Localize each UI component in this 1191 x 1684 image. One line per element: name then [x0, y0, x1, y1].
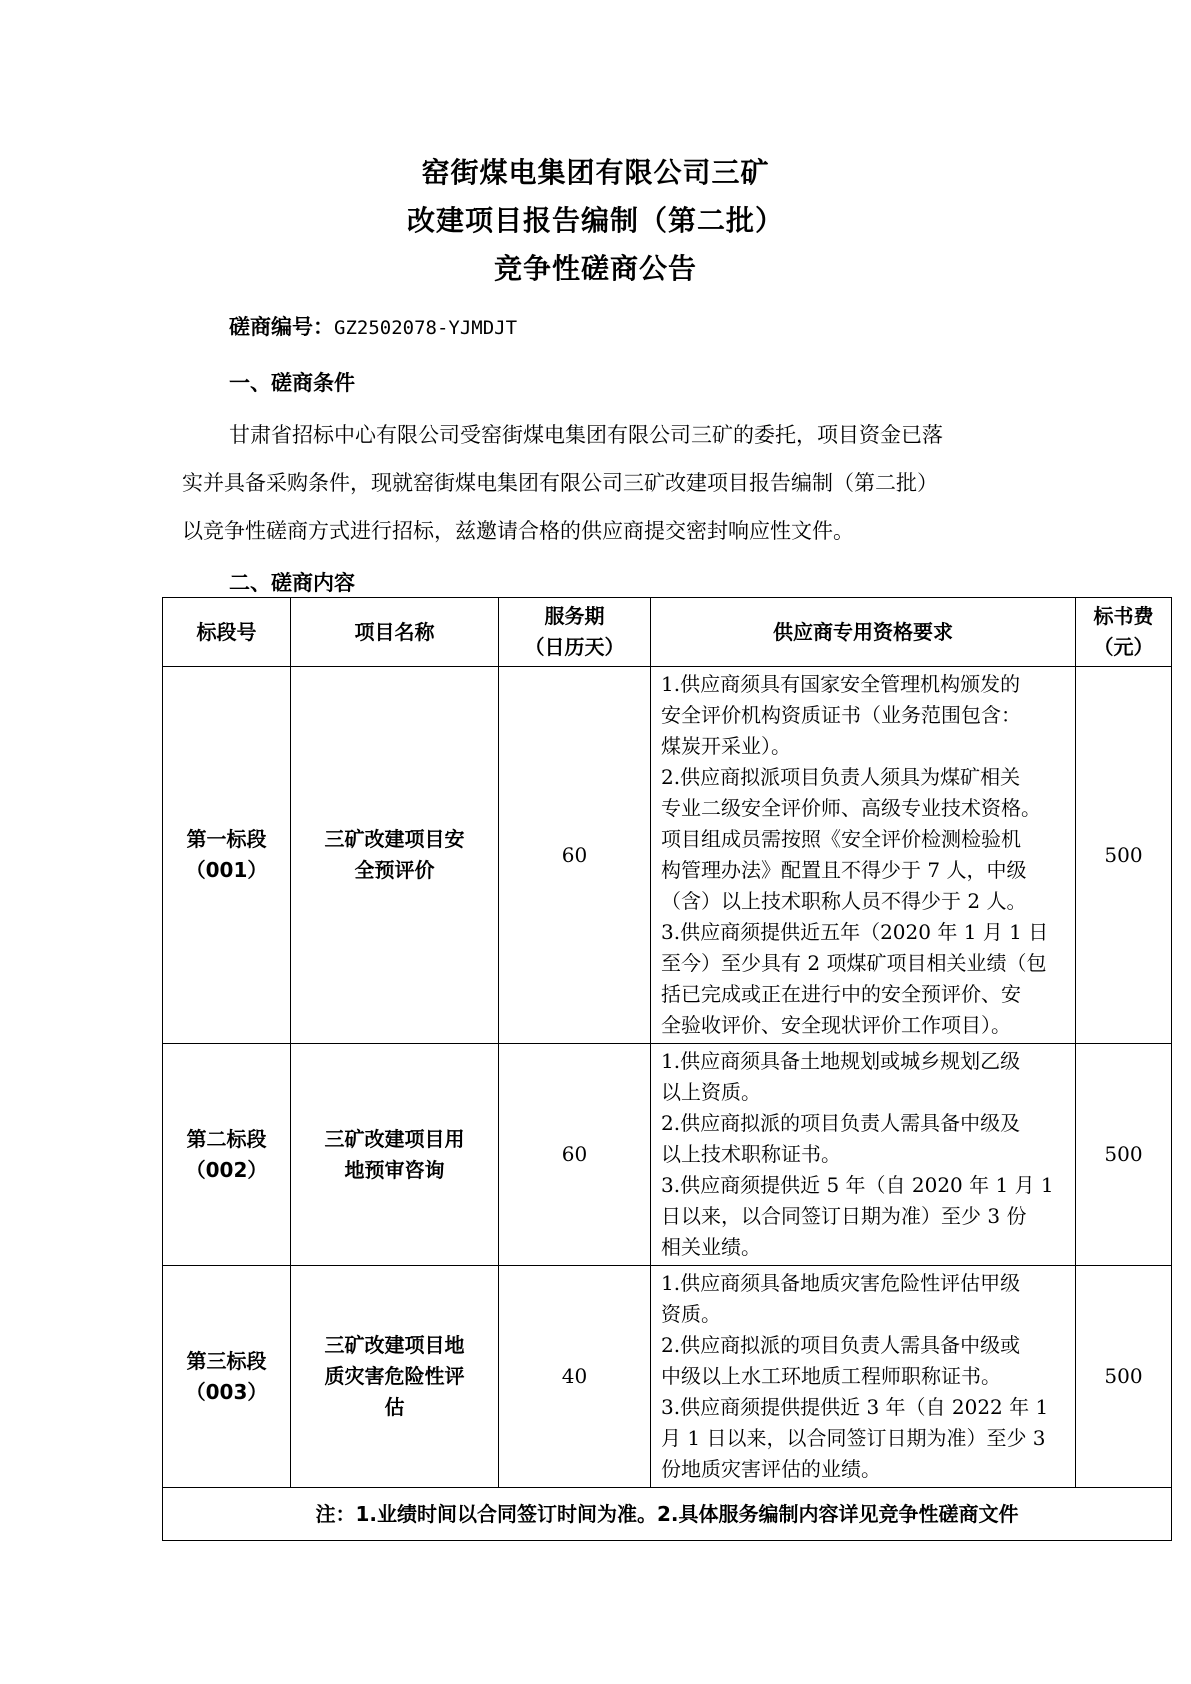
- consultation-code: [229, 311, 517, 341]
- section-code: （001）: [185, 858, 268, 882]
- row-fee: 500: [1076, 1044, 1172, 1266]
- title-line-3: 竞争性磋商公告: [493, 252, 697, 285]
- table-row: [163, 667, 1172, 1044]
- header-name: 项目名称: [291, 598, 499, 667]
- requirement-line: 相关业绩。: [661, 1235, 761, 1259]
- requirement-line: 1.供应商须具备土地规划或城乡规划乙级: [661, 1049, 1021, 1073]
- row-requirements: [651, 1044, 1076, 1266]
- section1-line-2: 实并具备采购条件，现就窑街煤电集团有限公司三矿改建项目报告编制（第二批）: [182, 471, 938, 495]
- row-fee: 500: [1076, 1266, 1172, 1488]
- requirement-line: 资质。: [661, 1302, 721, 1326]
- section-code: （003）: [185, 1379, 268, 1404]
- row-section: [163, 1044, 291, 1266]
- header-fee-line-2: （元）: [1093, 635, 1154, 659]
- code-label: 磋商编号：: [229, 315, 334, 339]
- requirement-line: 全验收评价、安全现状评价工作项目）。: [661, 1013, 1011, 1037]
- requirement-line: 日以来，以合同签订日期为准）至少 3 份: [661, 1204, 1027, 1228]
- project-name-line: 三矿改建项目安: [324, 827, 465, 851]
- row-requirements: [651, 667, 1076, 1044]
- row-project-name: [291, 667, 499, 1044]
- requirement-line: 3.供应商须提供提供近 3 年（自 2022 年 1: [661, 1395, 1049, 1419]
- requirement-line: 以上技术职称证书。: [661, 1142, 841, 1166]
- table-header-row: [163, 598, 1172, 667]
- project-name-line: 三矿改建项目用: [324, 1126, 465, 1151]
- project-name-line: 质灾害危险性评: [324, 1364, 465, 1388]
- table-note: 注：1.业绩时间以合同签订时间为准。2.具体服务编制内容详见竞争性磋商文件: [163, 1488, 1172, 1541]
- requirement-line: 以上资质。: [661, 1080, 761, 1104]
- requirement-line: 1.供应商须具备地质灾害危险性评估甲级: [661, 1271, 1021, 1295]
- project-name-line: 地预审咨询: [344, 1157, 445, 1182]
- requirement-line: （含）以上技术职称人员不得少于 2 人。: [661, 889, 1027, 913]
- tender-table: [162, 597, 1172, 1541]
- table-note-row: [163, 1488, 1172, 1541]
- row-period: 40: [499, 1266, 651, 1488]
- row-requirements: [651, 1266, 1076, 1488]
- project-name-line: 三矿改建项目地: [324, 1333, 465, 1357]
- requirement-line: 3.供应商须提供近 5 年（自 2020 年 1 月 1: [661, 1173, 1054, 1197]
- requirement-line: 3.供应商须提供近五年（2020 年 1 月 1 日: [661, 920, 1049, 944]
- header-period: [499, 598, 651, 667]
- section1-line-3: 以竞争性磋商方式进行招标，兹邀请合格的供应商提交密封响应性文件。: [182, 519, 854, 543]
- row-project-name: [291, 1266, 499, 1488]
- header-fee-line-1: 标书费: [1093, 604, 1154, 628]
- requirement-line: 安全评价机构资质证书（业务范围包含：: [661, 703, 1021, 727]
- header-period-line-2: （日历天）: [524, 635, 625, 659]
- code-value: GZ2502078-YJMDJT: [334, 317, 518, 339]
- requirement-line: 构管理办法》配置且不得少于 7 人，中级: [661, 858, 1027, 882]
- project-name-line: 估: [384, 1395, 405, 1419]
- requirement-line: 至今）至少具有 2 项煤矿项目相关业绩（包: [661, 951, 1047, 975]
- header-section: 标段号: [163, 598, 291, 667]
- header-period-line-1: 服务期: [544, 604, 605, 628]
- row-period: 60: [499, 1044, 651, 1266]
- row-fee: 500: [1076, 667, 1172, 1044]
- section-code: （002）: [185, 1157, 268, 1182]
- requirement-line: 中级以上水工环地质工程师职称证书。: [661, 1364, 1001, 1388]
- table-row: [163, 1266, 1172, 1488]
- requirement-line: 项目组成员需按照《安全评价检测检验机: [661, 827, 1021, 851]
- title-line-1: 窑街煤电集团有限公司三矿: [421, 156, 770, 189]
- header-requirements: 供应商专用资格要求: [651, 598, 1076, 667]
- section-label: 第一标段: [186, 827, 267, 851]
- section-label: 第三标段: [186, 1348, 267, 1373]
- row-project-name: [291, 1044, 499, 1266]
- header-fee: [1076, 598, 1172, 667]
- requirement-line: 月 1 日以来，以合同签订日期为准）至少 3: [661, 1426, 1046, 1450]
- requirement-line: 2.供应商拟派的项目负责人需具备中级及: [661, 1111, 1021, 1135]
- section2-heading: 二、磋商内容: [229, 571, 355, 595]
- row-period: 60: [499, 667, 651, 1044]
- section-label: 第二标段: [186, 1126, 267, 1151]
- section1-heading: 一、磋商条件: [229, 371, 355, 395]
- row-section: [163, 1266, 291, 1488]
- requirement-line: 2.供应商拟派项目负责人须具为煤矿相关: [661, 765, 1021, 789]
- requirement-line: 份地质灾害评估的业绩。: [661, 1457, 881, 1481]
- title-line-2: 改建项目报告编制（第二批）: [406, 204, 784, 237]
- requirement-line: 煤炭开采业）。: [661, 734, 791, 758]
- row-section: [163, 667, 291, 1044]
- requirement-line: 专业二级安全评价师、高级专业技术资格。: [661, 796, 1041, 820]
- requirement-line: 括已完成或正在进行中的安全预评价、安: [661, 982, 1021, 1006]
- table-row: [163, 1044, 1172, 1266]
- section1-line-1: 甘肃省招标中心有限公司受窑街煤电集团有限公司三矿的委托，项目资金已落: [229, 423, 943, 447]
- requirement-line: 2.供应商拟派的项目负责人需具备中级或: [661, 1333, 1021, 1357]
- project-name-line: 全预评价: [354, 858, 435, 882]
- requirement-line: 1.供应商须具有国家安全管理机构颁发的: [661, 672, 1021, 696]
